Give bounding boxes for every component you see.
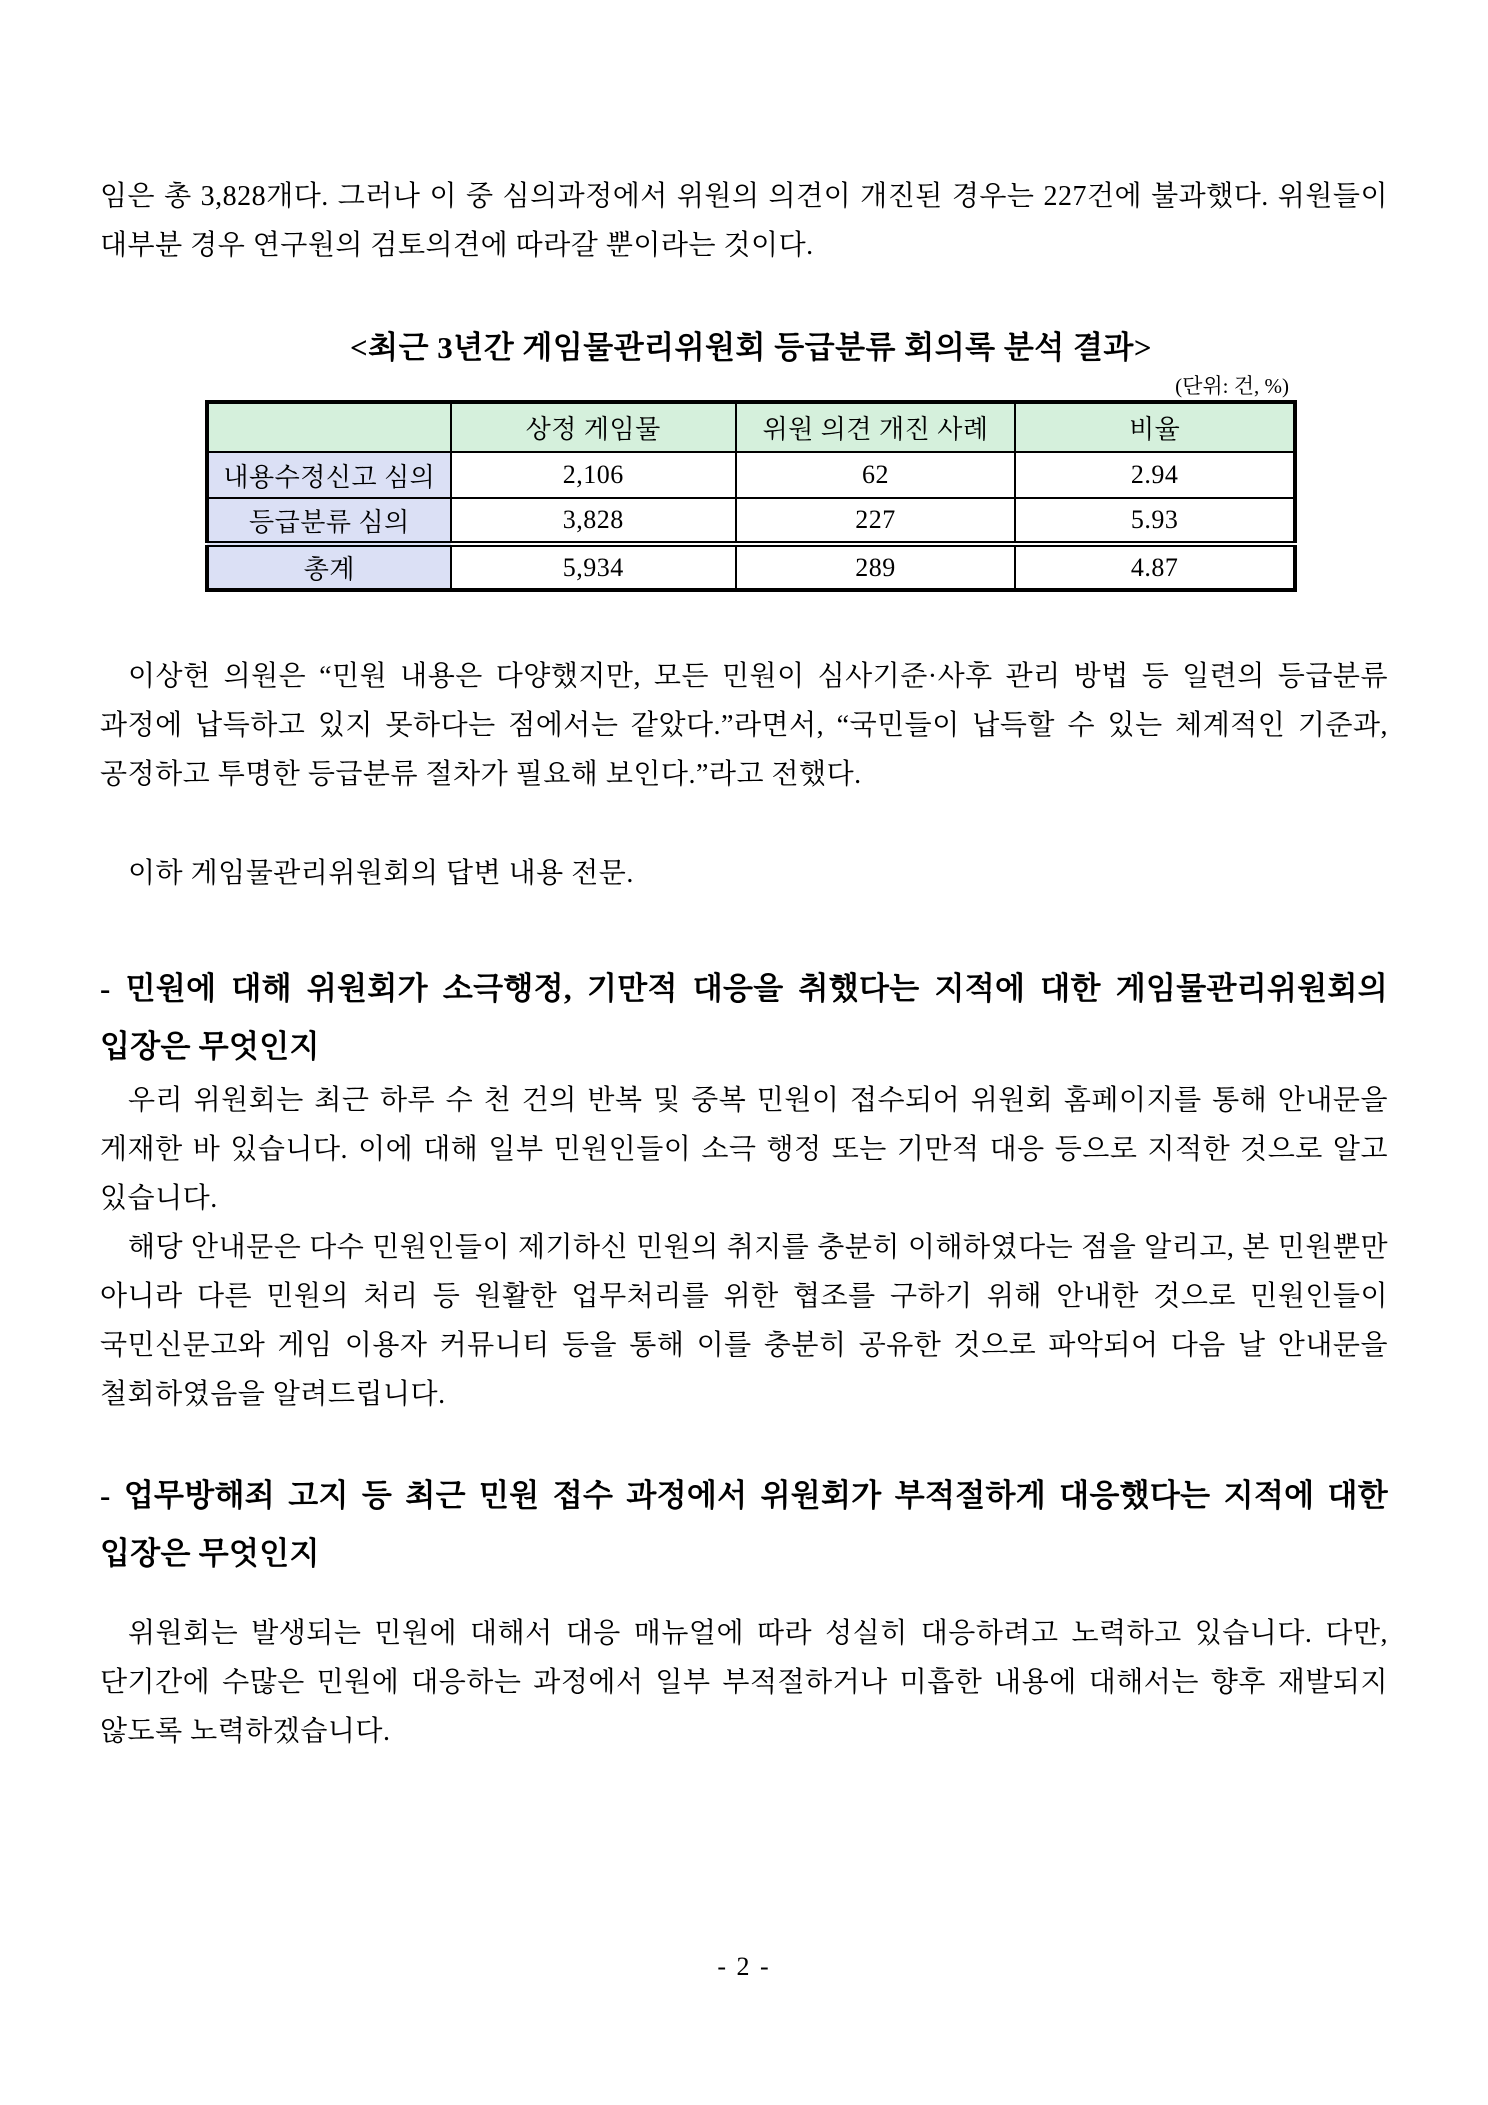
table-row-total	[207, 544, 1295, 590]
question-heading-obstruction-notice: - 업무방해죄 고지 등 최근 민원 접수 과정에서 위원회가 부적절하게 대응했다는 지적에 대한 입장은 무엇인지	[100, 1478, 1388, 1571]
meeting-minutes-analysis-table	[205, 400, 1297, 592]
table-header-row	[207, 402, 1295, 452]
cell-value: 5,934	[451, 544, 736, 590]
table-unit-note: (단위: 건, %)	[1175, 374, 1289, 398]
table-block	[205, 326, 1297, 592]
header-cell-empty	[207, 402, 451, 452]
header-cell-submitted-games: 상정 게임물	[451, 402, 736, 452]
header-cell-ratio: 비율	[1015, 402, 1295, 452]
table-row-rating-classification	[207, 498, 1295, 544]
cell-value: 227	[736, 498, 1016, 544]
table-row-content-modification	[207, 452, 1295, 498]
cell-value: 4.87	[1015, 544, 1295, 590]
cell-value: 3,828	[451, 498, 736, 544]
cell-value: 62	[736, 452, 1016, 498]
table-title: <최근 3년간 게임물관리위원회 등급분류 회의록 분석 결과>	[349, 330, 1153, 365]
question-heading-passive-response: - 민원에 대해 위원회가 소극행정, 기만적 대응을 취했다는 지적에 대한 게임물관리위원회의 입장은 무엇인지	[100, 971, 1388, 1064]
header-cell-opinion-cases: 위원 의견 개진 사례	[736, 402, 1016, 452]
paragraph-continued-from-prev-page: 임은 총 3,828개다. 그러나 이 중 심의과정에서 위원의 의견이 개진된 경우는 227건에 불과했다. 위원들이 대부분 경우 연구원의 검토의견에 따라갈 뿐이라는 것이다.	[100, 181, 1389, 261]
row-label: 총계	[207, 544, 451, 590]
paragraph-reply-intro: 이하 게임물관리위원회의 답변 내용 전문.	[128, 858, 634, 889]
cell-value: 5.93	[1015, 498, 1295, 544]
cell-value: 2,106	[451, 452, 736, 498]
cell-value: 289	[736, 544, 1016, 590]
row-label: 내용수정신고 심의	[207, 452, 451, 498]
paragraph-answer-2: 위원회는 발생되는 민원에 대해서 대응 매뉴얼에 따라 성실히 대응하려고 노력하고 있습니다. 다만, 단기간에 수많은 민원에 대응하는 과정에서 일부 부적절하거나 미흡한 내용에 대해서는 향후 재발되지 않도록 노력하겠습니다.	[100, 1618, 1388, 1747]
paragraph-lawmaker-quote: 이상헌 의원은 “민원 내용은 다양했지만, 모든 민원이 심사기준·사후 관리 방법 등 일련의 등급분류 과정에 납득하고 있지 못하다는 점에서는 같았다.”라면서, “국민들이 납득할 수 있는 체계적인 기준과, 공정하고 투명한 등급분류 절차가 필요해 보인다.”라고 전했다.	[100, 661, 1388, 790]
page-number: - 2 -	[717, 1952, 771, 1981]
cell-value: 2.94	[1015, 452, 1295, 498]
paragraph-answer-1b: 해당 안내문은 다수 민원인들이 제기하신 민원의 취지를 충분히 이해하였다는 점을 알리고, 본 민원뿐만 아니라 다른 민원의 처리 등 원활한 업무처리를 위한 협조를 구하기 위해 안내한 것으로 민원인들이 국민신문고와 게임 이용자 커뮤니티 등을 통해 이를 충분히 공유한 것으로 파악되어 다음 날 안내문을 철회하였음을 알려드립니다.	[100, 1232, 1388, 1410]
row-label: 등급분류 심의	[207, 498, 451, 544]
paragraph-answer-1a: 우리 위원회는 최근 하루 수 천 건의 반복 및 중복 민원이 접수되어 위원회 홈페이지를 통해 안내문을 게재한 바 있습니다. 이에 대해 일부 민원인들이 소극 행정 또는 기만적 대응 등으로 지적한 것으로 알고 있습니다.	[100, 1085, 1388, 1214]
